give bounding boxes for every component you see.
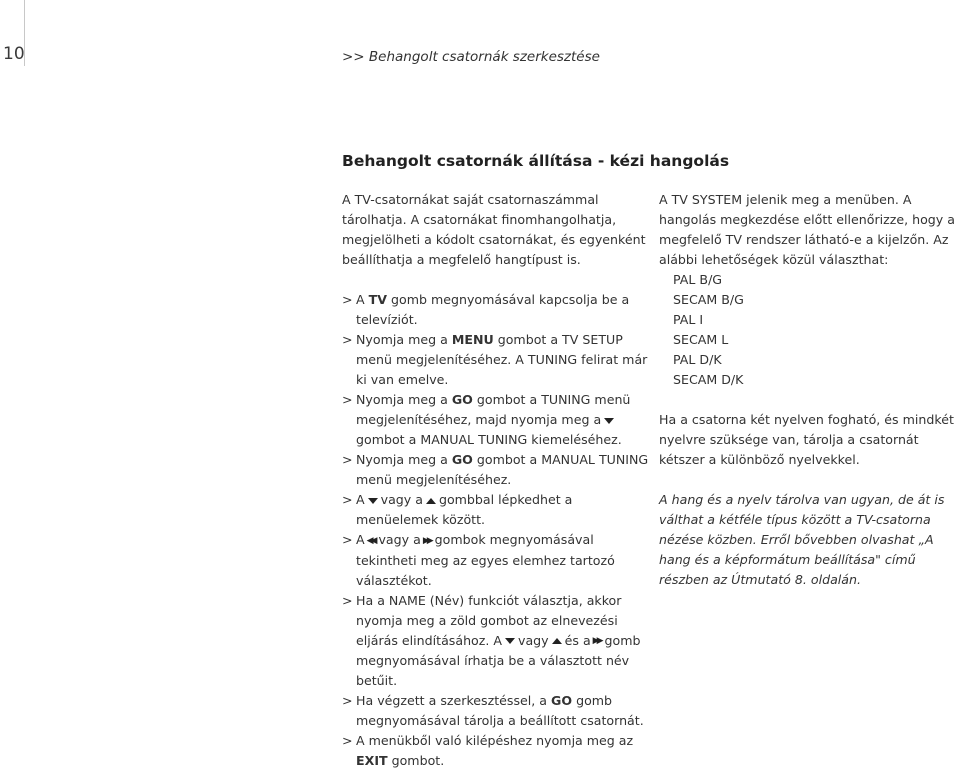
page-title: Behangolt csatornák állítása - kézi hangolás <box>342 152 730 170</box>
go-key: GO <box>451 392 473 407</box>
arrow-down-icon <box>368 498 378 504</box>
step-marker: > <box>342 452 353 467</box>
tv-system-option: PAL B/G <box>673 272 723 287</box>
go-key: GO <box>451 452 473 467</box>
rewind-icon: ◀◀ <box>366 535 375 546</box>
step-2: > Nyomja meg a MENU gombot a TV SETUP menü megjelenítéséhez. A TUNING felirat már ki van emelve. <box>342 332 648 387</box>
step-8: > Ha végzett a szerkesztéssel, a GO gomb megnyomásával tárolja a beállított csatornát. <box>342 693 644 728</box>
menu-key: MENU <box>451 332 494 347</box>
step-marker: > <box>342 733 353 748</box>
step-4: > Nyomja meg a GO gombot a MANUAL TUNING menü megjelenítéséhez. <box>342 452 649 487</box>
fast-forward-icon: ▶▶ <box>592 636 601 646</box>
tv-system-text: A TV SYSTEM jelenik meg a menüben. A hangolás megkezdése előtt ellenőrizze, hogy a megfelelő TV rendszer látható-e a kijelzőn. Az alábbi lehetőségek közül választhat: <box>659 192 955 267</box>
right-column <box>659 190 959 590</box>
step-marker: > <box>342 492 353 507</box>
exit-key: EXIT <box>356 753 388 768</box>
page-number: 10 <box>3 44 25 64</box>
left-column <box>342 190 654 771</box>
step-1: > A TV gomb megnyomásával kapcsolja be a televíziót. <box>342 292 630 327</box>
italic-note: A hang és a nyelv tárolva van ugyan, de át is válthat a kétféle típus között a TV-csatorna nézése közben. Erről bővebben olvashat „A hang és a képformátum beállítása" című részben az Útmutató 8. oldalán. <box>659 492 945 587</box>
tv-system-option: PAL D/K <box>673 352 722 367</box>
step-marker: > <box>342 332 353 347</box>
step-marker: > <box>342 392 353 407</box>
arrow-down-icon <box>505 638 515 644</box>
step-marker: > <box>342 292 353 307</box>
steps-list <box>342 290 654 771</box>
tv-key: TV <box>368 292 387 307</box>
step-6: > A ◀◀ vagy a ▶▶ gombok megnyomásával tekintheti meg az egyes elemhez tartozó választékot. <box>342 532 615 588</box>
fast-forward-icon: ▶▶ <box>422 535 431 546</box>
dual-sound-text: Ha a csatorna két nyelven fogható, és mindkét nyelvre szüksége van, tárolja a csatornát kétszer a különböző nyelvekkel. <box>659 412 954 467</box>
arrow-up-icon <box>552 638 562 644</box>
step-9: > A menükből való kilépéshez nyomja meg az EXIT gombot. <box>342 733 634 768</box>
tv-system-option: PAL I <box>673 312 704 327</box>
breadcrumb: >> Behangolt csatornák szerkesztése <box>342 49 600 65</box>
go-key: GO <box>551 693 573 708</box>
intro-text: A TV-csatornákat saját csatornaszámmal tárolhatja. A csatornákat finomhangolhatja, megjelölheti a kódolt csatornákat, és egyenként beállíthatja a megfelelő hangtípust is. <box>342 192 646 267</box>
tv-system-option: SECAM L <box>673 332 729 347</box>
tv-system-option: SECAM D/K <box>673 372 744 387</box>
step-marker: > <box>342 532 353 547</box>
step-7: > Ha a NAME (Név) funkciót választja, akkor nyomja meg a zöld gombot az elnevezési eljárás elindításához. A vagy és a ▶▶ gomb megnyomásával írhatja be a választott név betűit. <box>342 592 641 688</box>
arrow-down-icon <box>604 418 614 424</box>
step-marker: > <box>342 693 353 708</box>
tv-system-option: SECAM B/G <box>673 292 744 307</box>
step-3: > Nyomja meg a GO gombot a TUNING menü megjelenítéséhez, majd nyomja meg a gombot a MANUAL TUNING kiemeléséhez. <box>342 392 631 447</box>
step-marker: > <box>342 592 353 608</box>
step-5: > A vagy a gombbal lépkedhet a menüelemek között. <box>342 492 573 527</box>
tv-system-list <box>659 270 959 390</box>
arrow-up-icon <box>426 498 436 504</box>
